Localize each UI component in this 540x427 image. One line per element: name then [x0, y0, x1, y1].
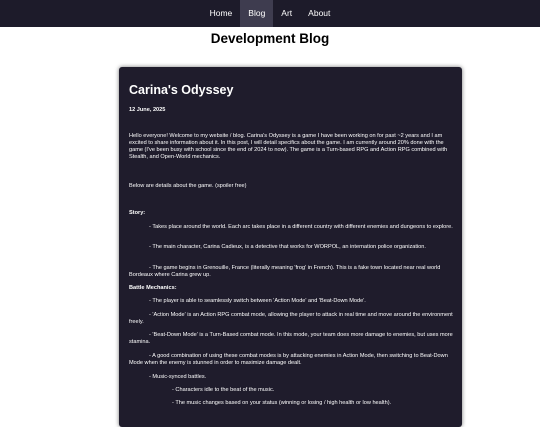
battle-mechanics-heading: Battle Mechanics: — [129, 285, 177, 291]
story-item: - The game begins in Grenouille, France (literally meaning 'frog' in French). This is a fake town located near real world Bordeaux where Carina grew up. — [129, 265, 441, 279]
story-heading: Story: — [129, 210, 146, 216]
music-sub-item: - Characters idle to the beat of the music. — [172, 387, 275, 393]
battle-item: - 'Beat-Down Mode' is a Turn-Based combat mode. In this mode, your team does more damage to enemies, but uses more stamina. — [129, 332, 453, 346]
blog-post-card — [119, 67, 462, 427]
battle-item: - A good combination of using these combat modes is by attacking enemies in Action Mode, then switching to Beat-Down Mode when the enemy is stunned in order to maximize damage dealt. — [129, 353, 448, 367]
top-nav — [0, 0, 540, 27]
details-note: Below are details about the game. (spoiler free) — [129, 183, 247, 189]
battle-item: - 'Action Mode' is an Action RPG combat mode, allowing the player to attack in real time and move around the environment freely. — [129, 312, 453, 326]
story-item: - Takes place around the world. Each arc takes place in a different country with different enemies and dungeons to explore. — [149, 224, 453, 230]
nav-home-link[interactable]: Home — [209, 8, 233, 18]
battle-item: - Music-synced battles. — [149, 374, 207, 380]
nav-blog-link[interactable]: Blog — [240, 0, 273, 27]
post-date: 12 June, 2025 — [129, 107, 166, 113]
page-title: Development Blog — [210, 31, 330, 46]
nav-art-link[interactable]: Art — [281, 8, 293, 18]
battle-item: - The player is able to seamlessly switch between 'Action Mode' and 'Beat-Down Mode'. — [149, 298, 366, 304]
post-intro-paragraph: Hello everyone! Welcome to my website / blog. Carina's Odyssey is a game I have been working on for past ~2 years and I am excited to share information about it. In this post, I will detail specifics about the game. I am currently around 20% done with the game (I've been busy with school since the end of 2024 to now). The game is a Turn-based RPG and Action RPG combined with Stealth, and Open-World mechanics. — [129, 133, 448, 161]
nav-about-link[interactable]: About — [308, 8, 331, 18]
music-sub-item: - The music changes based on your status (winning or losing / high health or low health). — [172, 400, 392, 406]
post-title: Carina's Odyssey — [129, 83, 234, 97]
story-item: - The main character, Carina Cadieux, is a detective that works for WORPOL, an internation police organization. — [149, 244, 426, 250]
